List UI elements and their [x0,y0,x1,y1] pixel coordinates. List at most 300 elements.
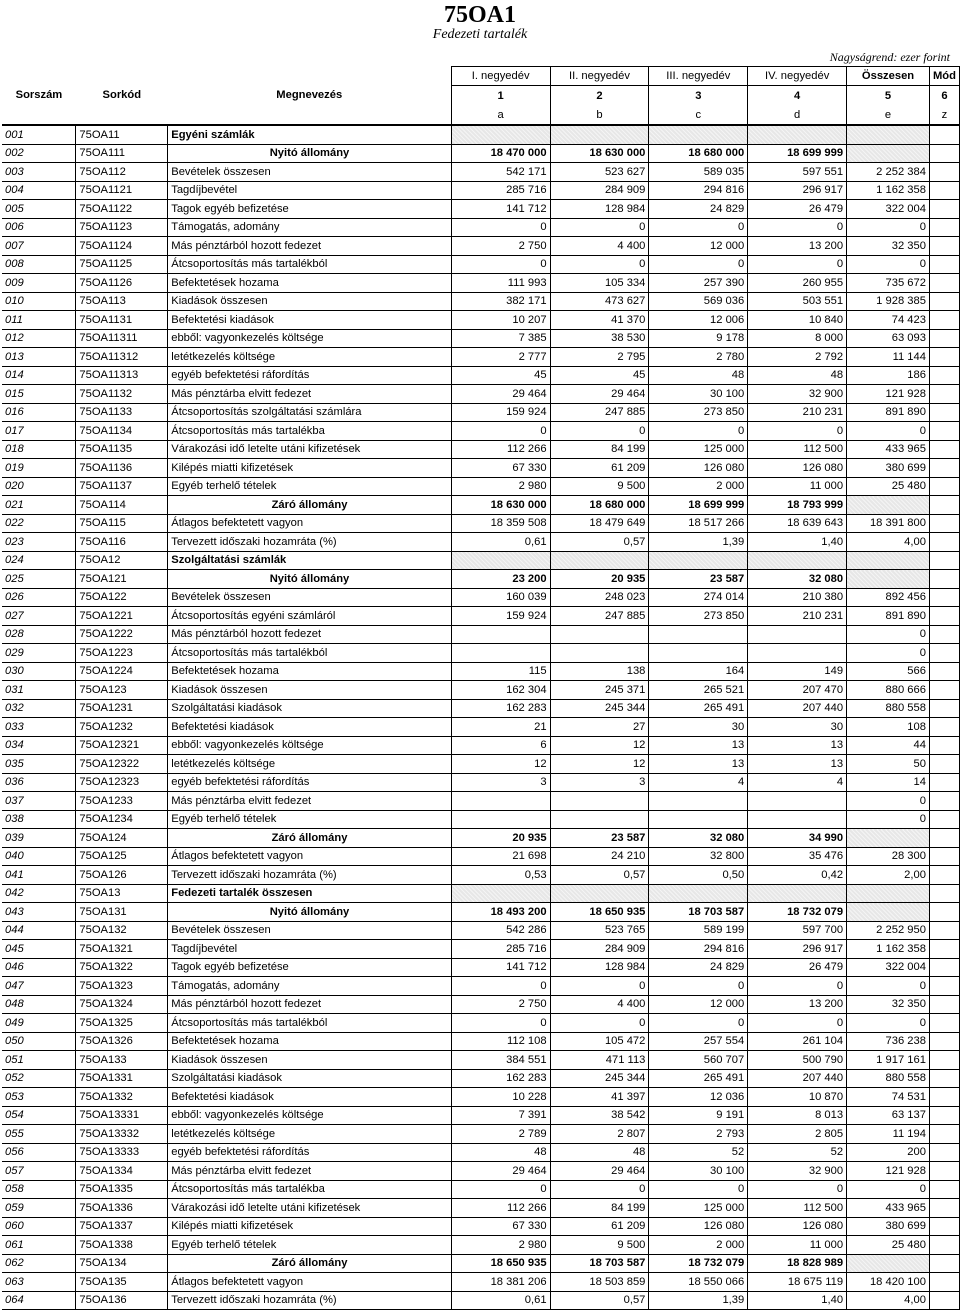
row-label: Tagok egyéb befizetése [168,200,452,219]
row-number: 008 [2,255,76,274]
cell-value [748,644,847,663]
cell-value [451,625,550,644]
table-row [2,1199,960,1218]
cell-value: 12 036 [649,1088,748,1107]
cell-value [929,570,959,589]
cell-value: 18 828 989 [748,1254,847,1273]
cell-value [929,422,959,441]
cell-value: 0,53 [451,866,550,885]
row-label: Bevételek összesen [168,163,452,182]
row-label: Más pénztárból hozott fedezet [168,995,452,1014]
cell-value: 138 [550,662,649,681]
row-label: Befektetési kiadások [168,718,452,737]
row-code: 75OA114 [76,496,168,515]
row-code: 75OA132 [76,921,168,940]
table-row [2,1106,960,1125]
cell-value: 149 [748,662,847,681]
row-number: 027 [2,607,76,626]
cell-value [929,218,959,237]
cell-value: 13 [649,755,748,774]
cell-value: 18 517 266 [649,514,748,533]
cell-value: 247 885 [550,607,649,626]
col-header-q4: IV. negyedév [748,67,847,86]
table-row [2,514,960,533]
row-code: 75OA1121 [76,181,168,200]
cell-value [649,125,748,144]
cell-value: 433 965 [847,440,930,459]
cell-value [929,995,959,1014]
cell-value: 24 829 [649,200,748,219]
cell-value [929,662,959,681]
table-row [2,403,960,422]
cell-value: 18 675 119 [748,1273,847,1292]
table-row [2,607,960,626]
row-number: 035 [2,755,76,774]
cell-value: 0 [451,1014,550,1033]
cell-value: 473 627 [550,292,649,311]
cell-value: 294 816 [649,181,748,200]
row-label: Tervezett időszaki hozamráta (%) [168,1291,452,1310]
cell-value: 112 500 [748,1199,847,1218]
cell-value: 273 850 [649,607,748,626]
table-row [2,125,960,144]
cell-value: 18 470 000 [451,144,550,163]
cell-value [748,810,847,829]
row-number: 011 [2,311,76,330]
row-label: Egyéb terhelő tételek [168,477,452,496]
cell-value: 0 [748,1014,847,1033]
row-label: letétkezelés költsége [168,348,452,367]
row-code: 75OA113 [76,292,168,311]
cell-value [929,1273,959,1292]
table-row [2,218,960,237]
cell-value: 18 732 079 [748,903,847,922]
cell-value: 296 917 [748,181,847,200]
row-number: 012 [2,329,76,348]
cell-value: 2 252 384 [847,163,930,182]
row-number: 037 [2,792,76,811]
cell-value: 0,50 [649,866,748,885]
cell-value: 12 [550,755,649,774]
cell-value [929,1254,959,1273]
cell-value: 13 [649,736,748,755]
cell-value [847,551,930,570]
cell-value: 207 440 [748,1069,847,1088]
cell-value: 11 144 [847,348,930,367]
cell-value: 50 [847,755,930,774]
cell-value: 128 984 [550,200,649,219]
row-code: 75OA112 [76,163,168,182]
row-number: 014 [2,366,76,385]
cell-value: 273 850 [649,403,748,422]
cell-value: 382 171 [451,292,550,311]
cell-value: 9 500 [550,1236,649,1255]
row-label: Befektetési kiadások [168,1088,452,1107]
cell-value: 32 900 [748,1162,847,1181]
row-code: 75OA1234 [76,810,168,829]
cell-value [929,607,959,626]
row-code: 75OA13331 [76,1106,168,1125]
table-row [2,699,960,718]
cell-value: 4 400 [550,995,649,1014]
cell-value: 0 [748,977,847,996]
cell-value [550,125,649,144]
cell-value [649,625,748,644]
cell-value: 0,57 [550,866,649,885]
row-number: 060 [2,1217,76,1236]
row-code: 75OA121 [76,570,168,589]
cell-value: 84 199 [550,1199,649,1218]
table-row [2,940,960,959]
row-number: 050 [2,1032,76,1051]
col-letter: z [929,105,959,125]
row-number: 001 [2,125,76,144]
row-number: 032 [2,699,76,718]
cell-value [649,810,748,829]
cell-value: 126 080 [748,459,847,478]
cell-value: 162 283 [451,1069,550,1088]
row-number: 029 [2,644,76,663]
cell-value: 13 200 [748,995,847,1014]
cell-value: 1,39 [649,1291,748,1310]
cell-value: 0 [451,255,550,274]
cell-value: 0 [847,977,930,996]
row-code: 75OA134 [76,1254,168,1273]
table-row [2,274,960,293]
cell-value: 1 928 385 [847,292,930,311]
table-row [2,570,960,589]
row-number: 045 [2,940,76,959]
table-row [2,440,960,459]
cell-value [847,125,930,144]
cell-value: 61 209 [550,459,649,478]
cell-value [929,477,959,496]
cell-value [929,514,959,533]
row-number: 024 [2,551,76,570]
cell-value: 294 816 [649,940,748,959]
cell-value [550,792,649,811]
cell-value: 2 777 [451,348,550,367]
cell-value: 20 935 [451,829,550,848]
row-label: Befektetési kiadások [168,311,452,330]
row-label: Átlagos befektetett vagyon [168,1273,452,1292]
row-label: Átcsoportosítás más tartalékból [168,1014,452,1033]
cell-value [929,644,959,663]
col-header-mod: Mód [929,67,959,86]
cell-value: 27 [550,718,649,737]
cell-value: 32 800 [649,847,748,866]
row-code: 75OA115 [76,514,168,533]
row-code: 75OA111 [76,144,168,163]
table-row [2,718,960,737]
cell-value: 67 330 [451,1217,550,1236]
cell-value: 34 990 [748,829,847,848]
cell-value: 322 004 [847,958,930,977]
cell-value: 0 [451,1180,550,1199]
cell-value: 18 493 200 [451,903,550,922]
row-number: 002 [2,144,76,163]
row-code: 75OA11313 [76,366,168,385]
row-number: 049 [2,1014,76,1033]
cell-value: 186 [847,366,930,385]
cell-value: 125 000 [649,1199,748,1218]
cell-value: 14 [847,773,930,792]
cell-value [451,810,550,829]
row-label: Befektetések hozama [168,662,452,681]
cell-value [929,163,959,182]
table-row [2,625,960,644]
col-letter: e [847,105,930,125]
cell-value: 1,40 [748,533,847,552]
cell-value: 29 464 [451,1162,550,1181]
cell-value [929,681,959,700]
cell-value [550,884,649,903]
row-number: 018 [2,440,76,459]
cell-value: 18 793 999 [748,496,847,515]
cell-value: 20 935 [550,570,649,589]
cell-value: 0,42 [748,866,847,885]
cell-value: 542 171 [451,163,550,182]
table-row [2,533,960,552]
row-code: 75OA1137 [76,477,168,496]
row-label: Átcsoportosítás más tartalékba [168,422,452,441]
col-header-q3: III. negyedév [649,67,748,86]
table-row [2,348,960,367]
cell-value: 0 [748,1180,847,1199]
row-number: 042 [2,884,76,903]
cell-value: 0 [451,977,550,996]
col-header-q1: I. negyedév [451,67,550,86]
cell-value: 30 100 [649,1162,748,1181]
row-code: 75OA1336 [76,1199,168,1218]
table-row [2,977,960,996]
cell-value: 9 191 [649,1106,748,1125]
cell-value [550,810,649,829]
row-code: 75OA1331 [76,1069,168,1088]
col-number: 5 [847,86,930,106]
cell-value: 9 500 [550,477,649,496]
row-label: Átlagos befektetett vagyon [168,514,452,533]
cell-value: 6 [451,736,550,755]
row-label: Tagok egyéb befizetése [168,958,452,977]
cell-value: 523 765 [550,921,649,940]
cell-value: 892 456 [847,588,930,607]
cell-value: 3 [451,773,550,792]
cell-value: 115 [451,662,550,681]
row-label: Tagdíjbevétel [168,940,452,959]
cell-value: 0 [847,422,930,441]
row-label: Átlagos befektetett vagyon [168,847,452,866]
table-row [2,292,960,311]
report-title: 75OA1 [444,2,516,28]
row-code: 75OA1124 [76,237,168,256]
cell-value: 0 [649,977,748,996]
col-letter: c [649,105,748,125]
cell-value: 200 [847,1143,930,1162]
cell-value: 12 006 [649,311,748,330]
table-row [2,773,960,792]
cell-value: 10 870 [748,1088,847,1107]
cell-value: 0 [550,218,649,237]
cell-value [929,1180,959,1199]
cell-value: 162 304 [451,681,550,700]
cell-value [929,1199,959,1218]
table-row [2,1162,960,1181]
cell-value [929,736,959,755]
row-number: 059 [2,1199,76,1218]
cell-value [929,1069,959,1088]
row-label: Más pénztárba elvitt fedezet [168,385,452,404]
cell-value: 38 530 [550,329,649,348]
cell-value: 24 210 [550,847,649,866]
cell-value: 41 370 [550,311,649,330]
col-header-total: Összesen [847,67,930,86]
row-code: 75OA13 [76,884,168,903]
row-label: Szolgáltatási kiadások [168,699,452,718]
cell-value: 18 680 000 [649,144,748,163]
cell-value [649,551,748,570]
cell-value [929,403,959,422]
cell-value: 0 [649,255,748,274]
cell-value: 0 [847,810,930,829]
cell-value: 0 [847,218,930,237]
cell-value: 67 330 [451,459,550,478]
row-label: Nyitó állomány [168,144,452,163]
row-code: 75OA1337 [76,1217,168,1236]
table-row [2,496,960,515]
table-row [2,847,960,866]
cell-value [847,496,930,515]
row-number: 038 [2,810,76,829]
cell-value: 880 666 [847,681,930,700]
cell-value: 30 [748,718,847,737]
cell-value: 0,61 [451,533,550,552]
cell-value: 7 385 [451,329,550,348]
report-subtitle: Fedezeti tartalék [432,27,528,42]
col-number: 2 [550,86,649,106]
cell-value: 162 283 [451,699,550,718]
cell-value: 891 890 [847,607,930,626]
cell-value [929,385,959,404]
cell-value [929,625,959,644]
row-code: 75OA1231 [76,699,168,718]
cell-value: 63 137 [847,1106,930,1125]
row-number: 007 [2,237,76,256]
cell-value: 21 [451,718,550,737]
cell-value: 560 707 [649,1051,748,1070]
row-label: Szolgáltatási számlák [168,551,452,570]
cell-value: 2 789 [451,1125,550,1144]
cell-value [929,884,959,903]
cell-value: 12 [550,736,649,755]
table-row [2,1180,960,1199]
row-number: 040 [2,847,76,866]
cell-value: 735 672 [847,274,930,293]
cell-value [929,1106,959,1125]
cell-value: 4 [649,773,748,792]
cell-value: 18 479 649 [550,514,649,533]
cell-value: 2 000 [649,477,748,496]
row-label: Egyéni számlák [168,125,452,144]
cell-value: 2 750 [451,237,550,256]
cell-value: 2 980 [451,1236,550,1255]
cell-value [649,792,748,811]
row-code: 75OA1232 [76,718,168,737]
row-number: 004 [2,181,76,200]
row-number: 055 [2,1125,76,1144]
cell-value: 13 200 [748,237,847,256]
table-row [2,1273,960,1292]
cell-value: 380 699 [847,459,930,478]
cell-value [929,440,959,459]
row-code: 75OA12 [76,551,168,570]
cell-value: 45 [451,366,550,385]
cell-value [929,125,959,144]
table-row [2,459,960,478]
cell-value: 121 928 [847,1162,930,1181]
cell-value: 30 100 [649,385,748,404]
row-label: Tagdíjbevétel [168,181,452,200]
table-body [2,125,960,1310]
cell-value: 2 780 [649,348,748,367]
row-code: 75OA1338 [76,1236,168,1255]
cell-value [929,1143,959,1162]
cell-value [929,329,959,348]
cell-value: 2 793 [649,1125,748,1144]
cell-value: 265 521 [649,681,748,700]
col-header-megnevezes: Megnevezés [276,89,343,102]
row-code: 75OA126 [76,866,168,885]
cell-value: 32 080 [748,570,847,589]
row-code: 75OA131 [76,903,168,922]
cell-value: 0 [550,255,649,274]
cell-value: 48 [451,1143,550,1162]
row-number: 022 [2,514,76,533]
cell-value: 126 080 [649,459,748,478]
row-label: ebből: vagyonkezelés költsége [168,329,452,348]
cell-value: 18 630 000 [451,496,550,515]
table-header [2,67,960,126]
col-letter: b [550,105,649,125]
cell-value: 1,40 [748,1291,847,1310]
row-number: 048 [2,995,76,1014]
row-number: 043 [2,903,76,922]
cell-value: 18 703 587 [649,903,748,922]
cell-value [847,903,930,922]
cell-value: 0 [847,255,930,274]
row-label: Támogatás, adomány [168,977,452,996]
row-number: 010 [2,292,76,311]
cell-value: 18 639 643 [748,514,847,533]
cell-value: 2 252 950 [847,921,930,940]
cell-value: 141 712 [451,958,550,977]
cell-value: 18 503 859 [550,1273,649,1292]
row-number: 053 [2,1088,76,1107]
cell-value [929,792,959,811]
cell-value [929,588,959,607]
cell-value [649,884,748,903]
cell-value: 74 423 [847,311,930,330]
row-code: 75OA1132 [76,385,168,404]
row-code: 75OA122 [76,588,168,607]
row-label: Támogatás, adomány [168,218,452,237]
col-header-sorszam: Sorszám [15,89,63,102]
cell-value: 18 650 935 [550,903,649,922]
cell-value: 61 209 [550,1217,649,1236]
cell-value: 0 [847,1180,930,1199]
cell-value: 25 480 [847,477,930,496]
row-number: 023 [2,533,76,552]
